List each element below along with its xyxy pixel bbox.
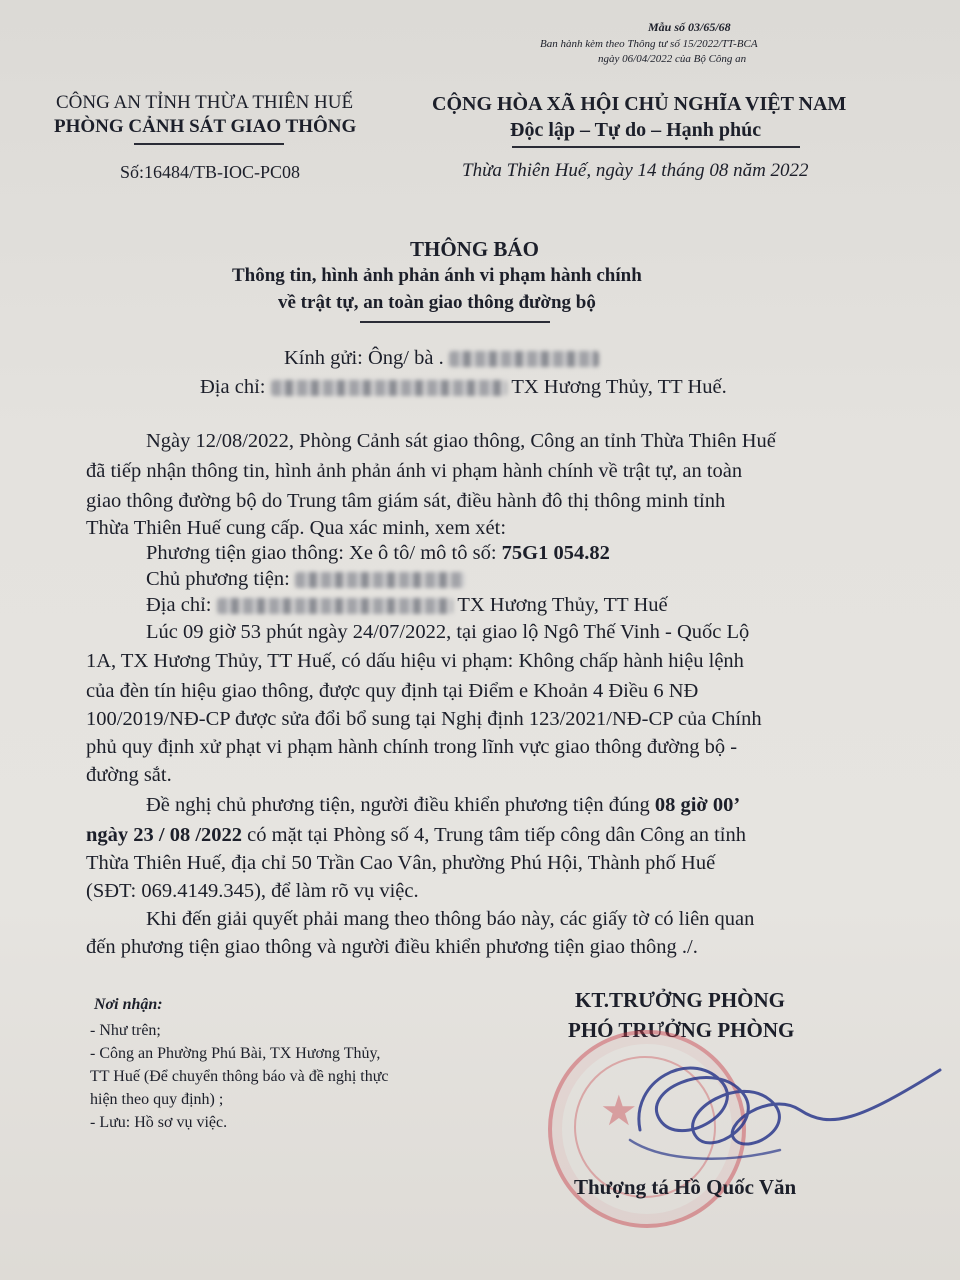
agency-underline	[134, 143, 284, 145]
p3-line2-text: có mặt tại Phòng số 4, Trung tâm tiếp công dân Công an tỉnh	[247, 824, 746, 846]
addressee-line	[284, 347, 599, 370]
appointment-date: ngày 23 / 08 /2022	[86, 824, 243, 846]
vehicle-label: Phương tiện giao thông: Xe ô tô/ mô tô số:	[146, 542, 497, 564]
agency-unit: PHÒNG CẢNH SÁT GIAO THÔNG	[54, 116, 357, 137]
p2-line6: đường sắt.	[86, 764, 172, 786]
redacted-name	[449, 351, 599, 367]
vehicle-plate: 75G1 054.82	[501, 542, 610, 564]
address-label: Địa chỉ:	[200, 376, 266, 398]
recipient-2-line3: hiện theo quy định) ;	[90, 1091, 224, 1108]
signature-role-1: KT.TRƯỞNG PHÒNG	[575, 988, 785, 1012]
p1-line2: đã tiếp nhận thông tin, hình ảnh phản ánh vi phạm hành chính về trật tự, an toàn	[86, 460, 743, 482]
country-name: CỘNG HÒA XÃ HỘI CHỦ NGHĨA VIỆT NAM	[432, 93, 847, 115]
owner-address-line	[146, 594, 668, 617]
vehicle-line	[146, 542, 610, 565]
p4-line2: đến phương tiện giao thông và người điều khiển phương tiện giao thông ./.	[86, 936, 698, 958]
p1-line4: Thừa Thiên Huế cung cấp. Qua xác minh, xem xét:	[86, 517, 507, 539]
recipients-label: Nơi nhận:	[94, 996, 163, 1013]
document-subtitle-2: về trật tự, an toàn giao thông đường bộ	[278, 292, 596, 313]
address-visible: TX Hương Thủy, TT Huế.	[511, 376, 727, 398]
owner-address-visible: TX Hương Thủy, TT Huế	[457, 594, 668, 616]
p1-line3: giao thông đường bộ do Trung tâm giám sát, điều hành đô thị thông minh tỉnh	[86, 490, 726, 512]
p2-line1: Lúc 09 giờ 53 phút ngày 24/07/2022, tại giao lộ Ngô Thế Vinh - Quốc Lộ	[146, 621, 750, 643]
owner-line	[146, 568, 465, 591]
p3-line1	[146, 794, 740, 817]
title-underline	[360, 321, 550, 323]
p2-line3: của đèn tín hiệu giao thông, được quy định tại Điểm e Khoản 4 Điều 6 NĐ	[86, 680, 699, 702]
place-date: Thừa Thiên Huế, ngày 14 tháng 08 năm 2022	[462, 160, 809, 181]
motto: Độc lập – Tự do – Hạnh phúc	[510, 119, 762, 141]
p1-line1: Ngày 12/08/2022, Phòng Cảnh sát giao thông, Công an tỉnh Thừa Thiên Huế	[146, 430, 776, 452]
recipient-3: - Lưu: Hồ sơ vụ việc.	[90, 1114, 228, 1131]
p3-line1-text: Đề nghị chủ phương tiện, người điều khiển phương tiện đúng	[146, 794, 650, 816]
p2-line5: phủ quy định xử phạt vi phạm hành chính trong lĩnh vực giao thông đường bộ -	[86, 736, 738, 758]
recipient-2-line1: - Công an Phường Phú Bài, TX Hương Thủy,	[90, 1045, 381, 1062]
redacted-owner-address	[217, 598, 453, 614]
p3-line3: Thừa Thiên Huế, địa chỉ 50 Trần Cao Vân, phường Phú Hội, Thành phố Huế	[86, 852, 716, 874]
signature-role-2: PHÓ TRƯỞNG PHÒNG	[568, 1018, 795, 1042]
motto-underline	[512, 146, 800, 148]
p2-line2: 1A, TX Hương Thủy, TT Huế, có dấu hiệu vi phạm: Không chấp hành hiệu lệnh	[86, 650, 744, 672]
p3-line2	[86, 824, 746, 847]
handwritten-signature-icon	[600, 1040, 960, 1180]
addressee-label: Kính gửi: Ông/ bà .	[284, 347, 444, 369]
document-title: THÔNG BÁO	[410, 237, 539, 261]
appointment-time: 08 giờ 00’	[654, 794, 741, 816]
owner-label: Chủ phương tiện:	[146, 568, 290, 590]
agency-parent: CÔNG AN TỈNH THỪA THIÊN HUẾ	[56, 92, 354, 113]
document-subtitle-1: Thông tin, hình ảnh phản ánh vi phạm hành chính	[232, 265, 642, 286]
recipient-1: - Như trên;	[90, 1022, 161, 1039]
form-number: Mẫu số 03/65/68	[648, 20, 731, 34]
redacted-owner	[295, 572, 465, 588]
recipient-2-line2: TT Huế (Để chuyển thông báo và đề nghị thực	[90, 1068, 389, 1085]
address-line	[200, 376, 727, 399]
redacted-address	[271, 380, 507, 396]
stamp-star-icon: ★	[600, 1089, 638, 1135]
p2-line4: 100/2019/NĐ-CP được sửa đổi bổ sung tại Nghị định 123/2021/NĐ-CP của Chính	[86, 708, 762, 730]
p4-line1: Khi đến giải quyết phải mang theo thông báo này, các giấy tờ có liên quan	[146, 908, 755, 930]
signer-name: Thượng tá Hồ Quốc Văn	[574, 1175, 797, 1199]
form-issued-line1: Ban hành kèm theo Thông tư số 15/2022/TT-BCA	[540, 38, 758, 50]
document-number: Số:16484/TB-IOC-PC08	[120, 162, 301, 182]
p3-line4: (SĐT: 069.4149.345), để làm rõ vụ việc.	[86, 880, 419, 902]
owner-address-label: Địa chỉ:	[146, 594, 212, 616]
form-issued-line2: ngày 06/04/2022 của Bộ Công an	[598, 53, 747, 65]
